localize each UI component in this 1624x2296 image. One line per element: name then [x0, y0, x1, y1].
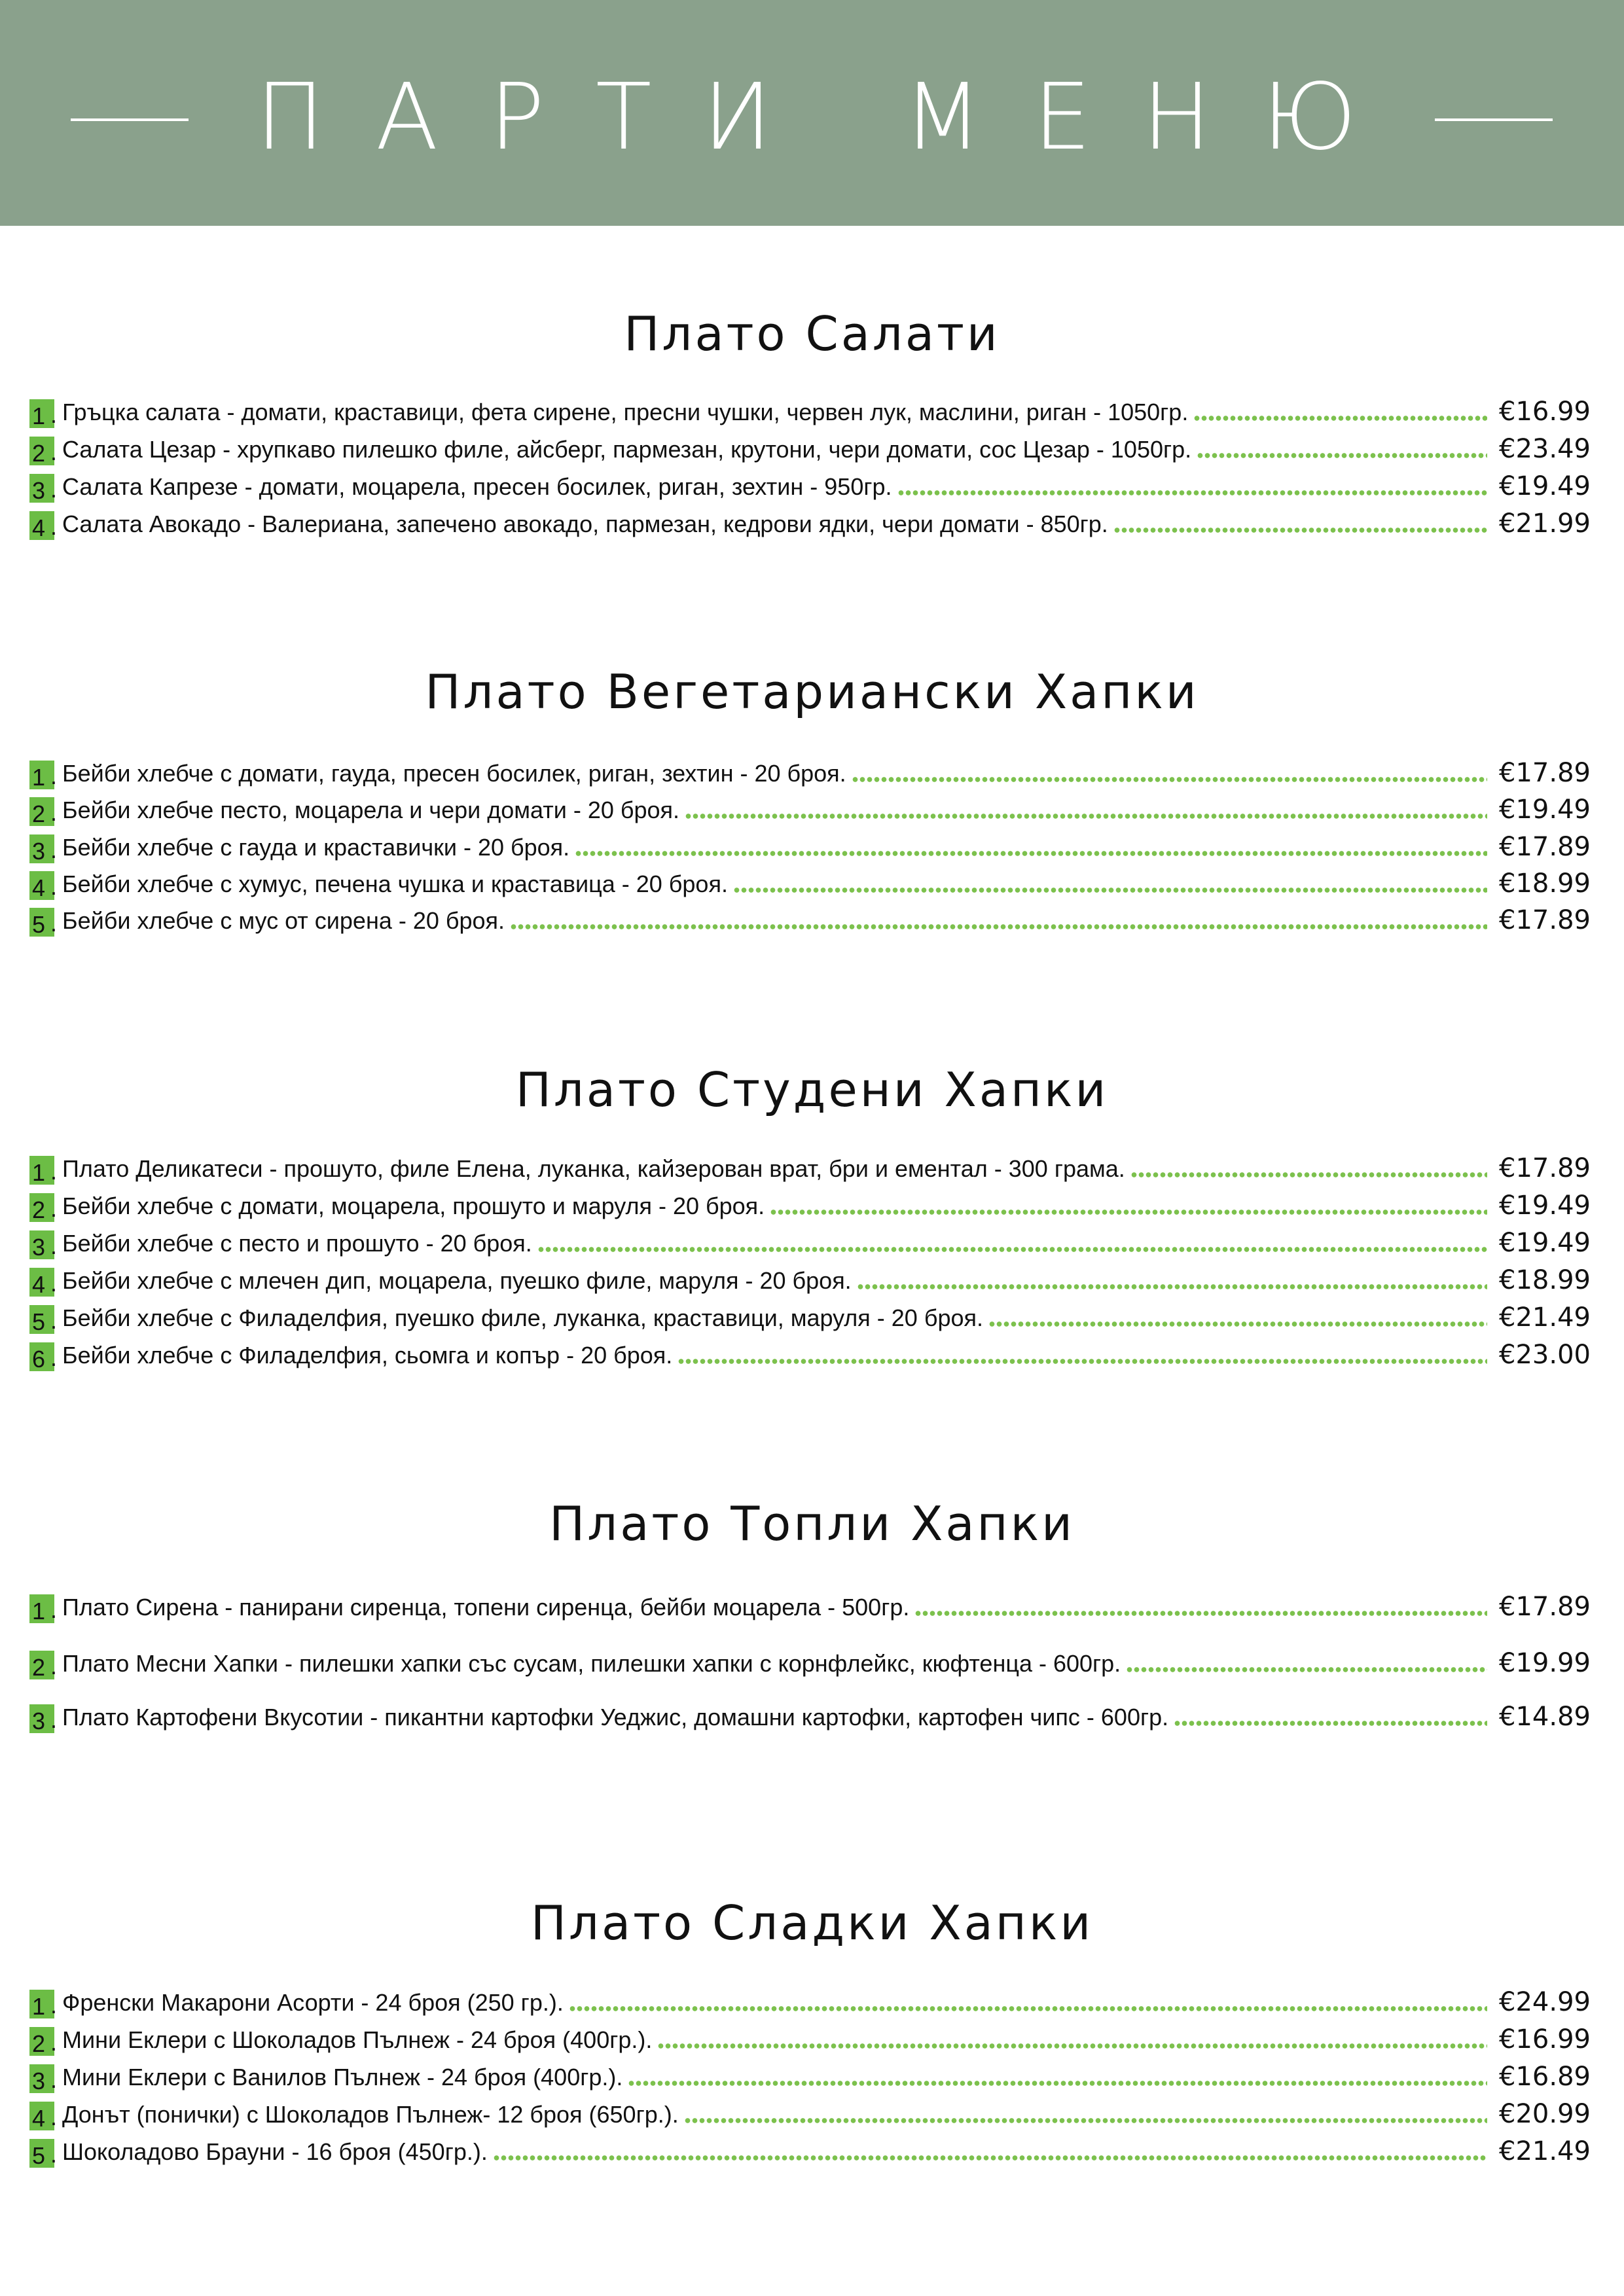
item-description: Плато Картофени Вкусотии - пикантни картофки Уеджис, домашни картофки, картофен чипс - 600гр.	[62, 1704, 1169, 1731]
dotted-leader	[537, 1246, 1487, 1253]
menu-item	[29, 1587, 1591, 1623]
item-description: Бейби хлебче с Филаделфия, пуешко филе, луканка, краставици, маруля - 20 броя.	[62, 1304, 983, 1331]
item-number-badge: 3 .	[29, 834, 54, 863]
item-description: Шоколадово Брауни - 16 броя (450гр.).	[62, 2138, 488, 2165]
dotted-leader	[914, 1610, 1487, 1617]
section-title-salads: Плато Салати	[624, 306, 1000, 361]
item-description: Бейби хлебче с млечен дип, моцарела, пуешко филе, маруля - 20 броя.	[62, 1267, 852, 1294]
item-price: €23.00	[1499, 1340, 1591, 1370]
dotted-leader	[575, 850, 1487, 857]
item-number-badge: 4 .	[29, 1268, 54, 1297]
item-price: €17.89	[1499, 1592, 1591, 1622]
item-number-badge: 3 .	[29, 474, 54, 503]
menu-item	[29, 863, 1591, 900]
dotted-leader	[493, 2155, 1487, 2161]
menu-item	[29, 2094, 1591, 2130]
section-title-vegetarian: Плато Вегетариански Хапки	[425, 664, 1199, 719]
item-price: €17.89	[1499, 1153, 1591, 1183]
item-price: €19.49	[1499, 471, 1591, 501]
menu-item	[29, 2056, 1591, 2093]
item-number-badge: 3 .	[29, 1230, 54, 1259]
item-price: €14.89	[1499, 1702, 1591, 1732]
dotted-leader	[657, 2043, 1487, 2049]
menu-item	[29, 1696, 1591, 1733]
item-description: Салата Авокадо - Валериана, запечено авокадо, пармезан, кедрови ядки, чери домати - 850гр.	[62, 511, 1108, 537]
item-price: €16.99	[1499, 2024, 1591, 2054]
menu-item	[29, 827, 1591, 863]
menu-item	[29, 753, 1591, 789]
item-number-badge: 1 .	[29, 1156, 54, 1185]
item-number-badge: 2 .	[29, 2027, 54, 2056]
item-number-badge: 2 .	[29, 437, 54, 465]
item-number-badge: 4 .	[29, 871, 54, 900]
item-description: Френски Макарони Асорти - 24 броя (250 гр.).	[62, 1989, 564, 2016]
menu-item	[29, 2019, 1591, 2056]
item-description: Бейби хлебче с песто и прошуто - 20 броя.	[62, 1230, 532, 1257]
item-price: €17.89	[1499, 832, 1591, 862]
menu-item	[29, 1260, 1591, 1297]
item-price: €19.49	[1499, 1191, 1591, 1221]
item-description: Бейби хлебче с мус от сирена - 20 броя.	[62, 907, 505, 934]
item-description: Салата Цезар - хрупкаво пилешко филе, айсберг, пармезан, крутони, чери домати, сос Цезар - 1050гр.	[62, 436, 1192, 463]
menu-item	[29, 466, 1591, 503]
dotted-leader	[1197, 452, 1487, 459]
header-banner	[0, 0, 1624, 226]
dotted-leader	[988, 1321, 1487, 1327]
item-price: €21.99	[1499, 509, 1591, 539]
item-number-badge: 4 .	[29, 2102, 54, 2130]
item-description: Гръцка салата - домати, краставици, фета сирене, пресни чушки, червен лук, маслини, риган - 1050гр.	[62, 399, 1189, 425]
dotted-leader	[1130, 1172, 1487, 1178]
menu-item	[29, 2131, 1591, 2168]
dotted-leader	[770, 1209, 1487, 1215]
item-description: Бейби хлебче с домати, моцарела, прошуто и маруля - 20 броя.	[62, 1193, 765, 1219]
menu-item	[29, 1223, 1591, 1259]
item-number-badge: 5 .	[29, 2139, 54, 2168]
item-price: €19.49	[1499, 1228, 1591, 1258]
item-description: Донът (понички) с Шоколадов Пълнеж- 12 броя (650гр.).	[62, 2101, 679, 2128]
dotted-leader	[857, 1283, 1487, 1290]
item-number-badge: 3 .	[29, 2064, 54, 2093]
dotted-leader	[1193, 415, 1487, 422]
item-price: €21.49	[1499, 1302, 1591, 1333]
item-number-badge: 1 .	[29, 761, 54, 789]
dotted-leader	[897, 490, 1488, 496]
menu-item	[29, 900, 1591, 937]
menu-item	[29, 1148, 1591, 1185]
menu-item	[29, 503, 1591, 540]
item-price: €20.99	[1499, 2099, 1591, 2129]
section-title-warm: Плато Топли Хапки	[549, 1496, 1075, 1551]
item-description: Плато Сирена - панирани сиренца, топени сиренца, бейби моцарела - 500гр.	[62, 1594, 910, 1621]
item-number-badge: 1 .	[29, 1990, 54, 2018]
menu-item	[29, 1982, 1591, 2018]
item-price: €19.49	[1499, 795, 1591, 825]
item-number-badge: 3 .	[29, 1704, 54, 1733]
item-number-badge: 1 .	[29, 399, 54, 428]
menu-item	[29, 1335, 1591, 1371]
section-title-sweet: Плато Сладки Хапки	[530, 1895, 1094, 1950]
item-description: Мини Еклери с Шоколадов Пълнеж - 24 броя (400гр.).	[62, 2026, 653, 2053]
section-title-cold: Плато Студени Хапки	[515, 1062, 1109, 1117]
menu-item	[29, 789, 1591, 826]
item-number-badge: 1 .	[29, 1594, 54, 1623]
dotted-leader	[1113, 527, 1487, 533]
menu-item	[29, 1297, 1591, 1334]
item-description: Бейби хлебче с хумус, печена чушка и краставица - 20 броя.	[62, 870, 728, 897]
item-description: Салата Капрезе - домати, моцарела, пресен босилек, риган, зехтин - 950гр.	[62, 473, 892, 500]
item-number-badge: 2 .	[29, 797, 54, 826]
item-price: €17.89	[1499, 905, 1591, 935]
menu-item	[29, 1643, 1591, 1679]
item-description: Мини Еклери с Ванилов Пълнеж - 24 броя (400гр.).	[62, 2064, 623, 2090]
dotted-leader	[684, 2117, 1487, 2124]
item-number-badge: 2 .	[29, 1193, 54, 1222]
item-price: €24.99	[1499, 1987, 1591, 2017]
dotted-leader	[1174, 1720, 1487, 1727]
dotted-leader	[685, 813, 1487, 819]
item-description: Плато Месни Хапки - пилешки хапки със сусам, пилешки хапки с корнфлейкс, кюфтенца - 600гр.	[62, 1650, 1121, 1677]
item-description: Бейби хлебче с гауда и краставички - 20 броя.	[62, 834, 570, 861]
item-number-badge: 6 .	[29, 1342, 54, 1371]
item-description: Бейби хлебче с Филаделфия, сьомга и копър - 20 броя.	[62, 1342, 673, 1369]
item-number-badge: 5 .	[29, 1305, 54, 1334]
item-number-badge: 2 .	[29, 1651, 54, 1679]
page-title: ПАРТИ МЕНЮ	[255, 64, 1408, 171]
dotted-leader	[733, 887, 1487, 893]
menu-item	[29, 391, 1591, 428]
item-price: €16.89	[1499, 2062, 1591, 2092]
item-price: €17.89	[1499, 758, 1591, 788]
dotted-leader	[1126, 1666, 1487, 1673]
item-price: €18.99	[1499, 1265, 1591, 1295]
menu-item	[29, 1185, 1591, 1222]
item-description: Бейби хлебче песто, моцарела и чери домати - 20 броя.	[62, 797, 680, 823]
item-price: €23.49	[1499, 434, 1591, 464]
item-number-badge: 4 .	[29, 511, 54, 540]
menu-item	[29, 429, 1591, 465]
dotted-leader	[677, 1358, 1487, 1365]
dotted-leader	[569, 2005, 1487, 2012]
item-number-badge: 5 .	[29, 908, 54, 937]
dotted-leader	[510, 924, 1487, 930]
item-description: Бейби хлебче с домати, гауда, пресен босилек, риган, зехтин - 20 броя.	[62, 760, 846, 787]
dotted-leader	[852, 776, 1487, 783]
item-price: €16.99	[1499, 397, 1591, 427]
item-price: €18.99	[1499, 869, 1591, 899]
item-price: €21.49	[1499, 2136, 1591, 2166]
item-price: €19.99	[1499, 1648, 1591, 1678]
decorative-line-right	[1435, 118, 1553, 121]
dotted-leader	[628, 2080, 1487, 2087]
item-description: Плато Деликатеси - прошуто, филе Елена, луканка, кайзерован врат, бри и ементал - 300 грама.	[62, 1155, 1125, 1182]
